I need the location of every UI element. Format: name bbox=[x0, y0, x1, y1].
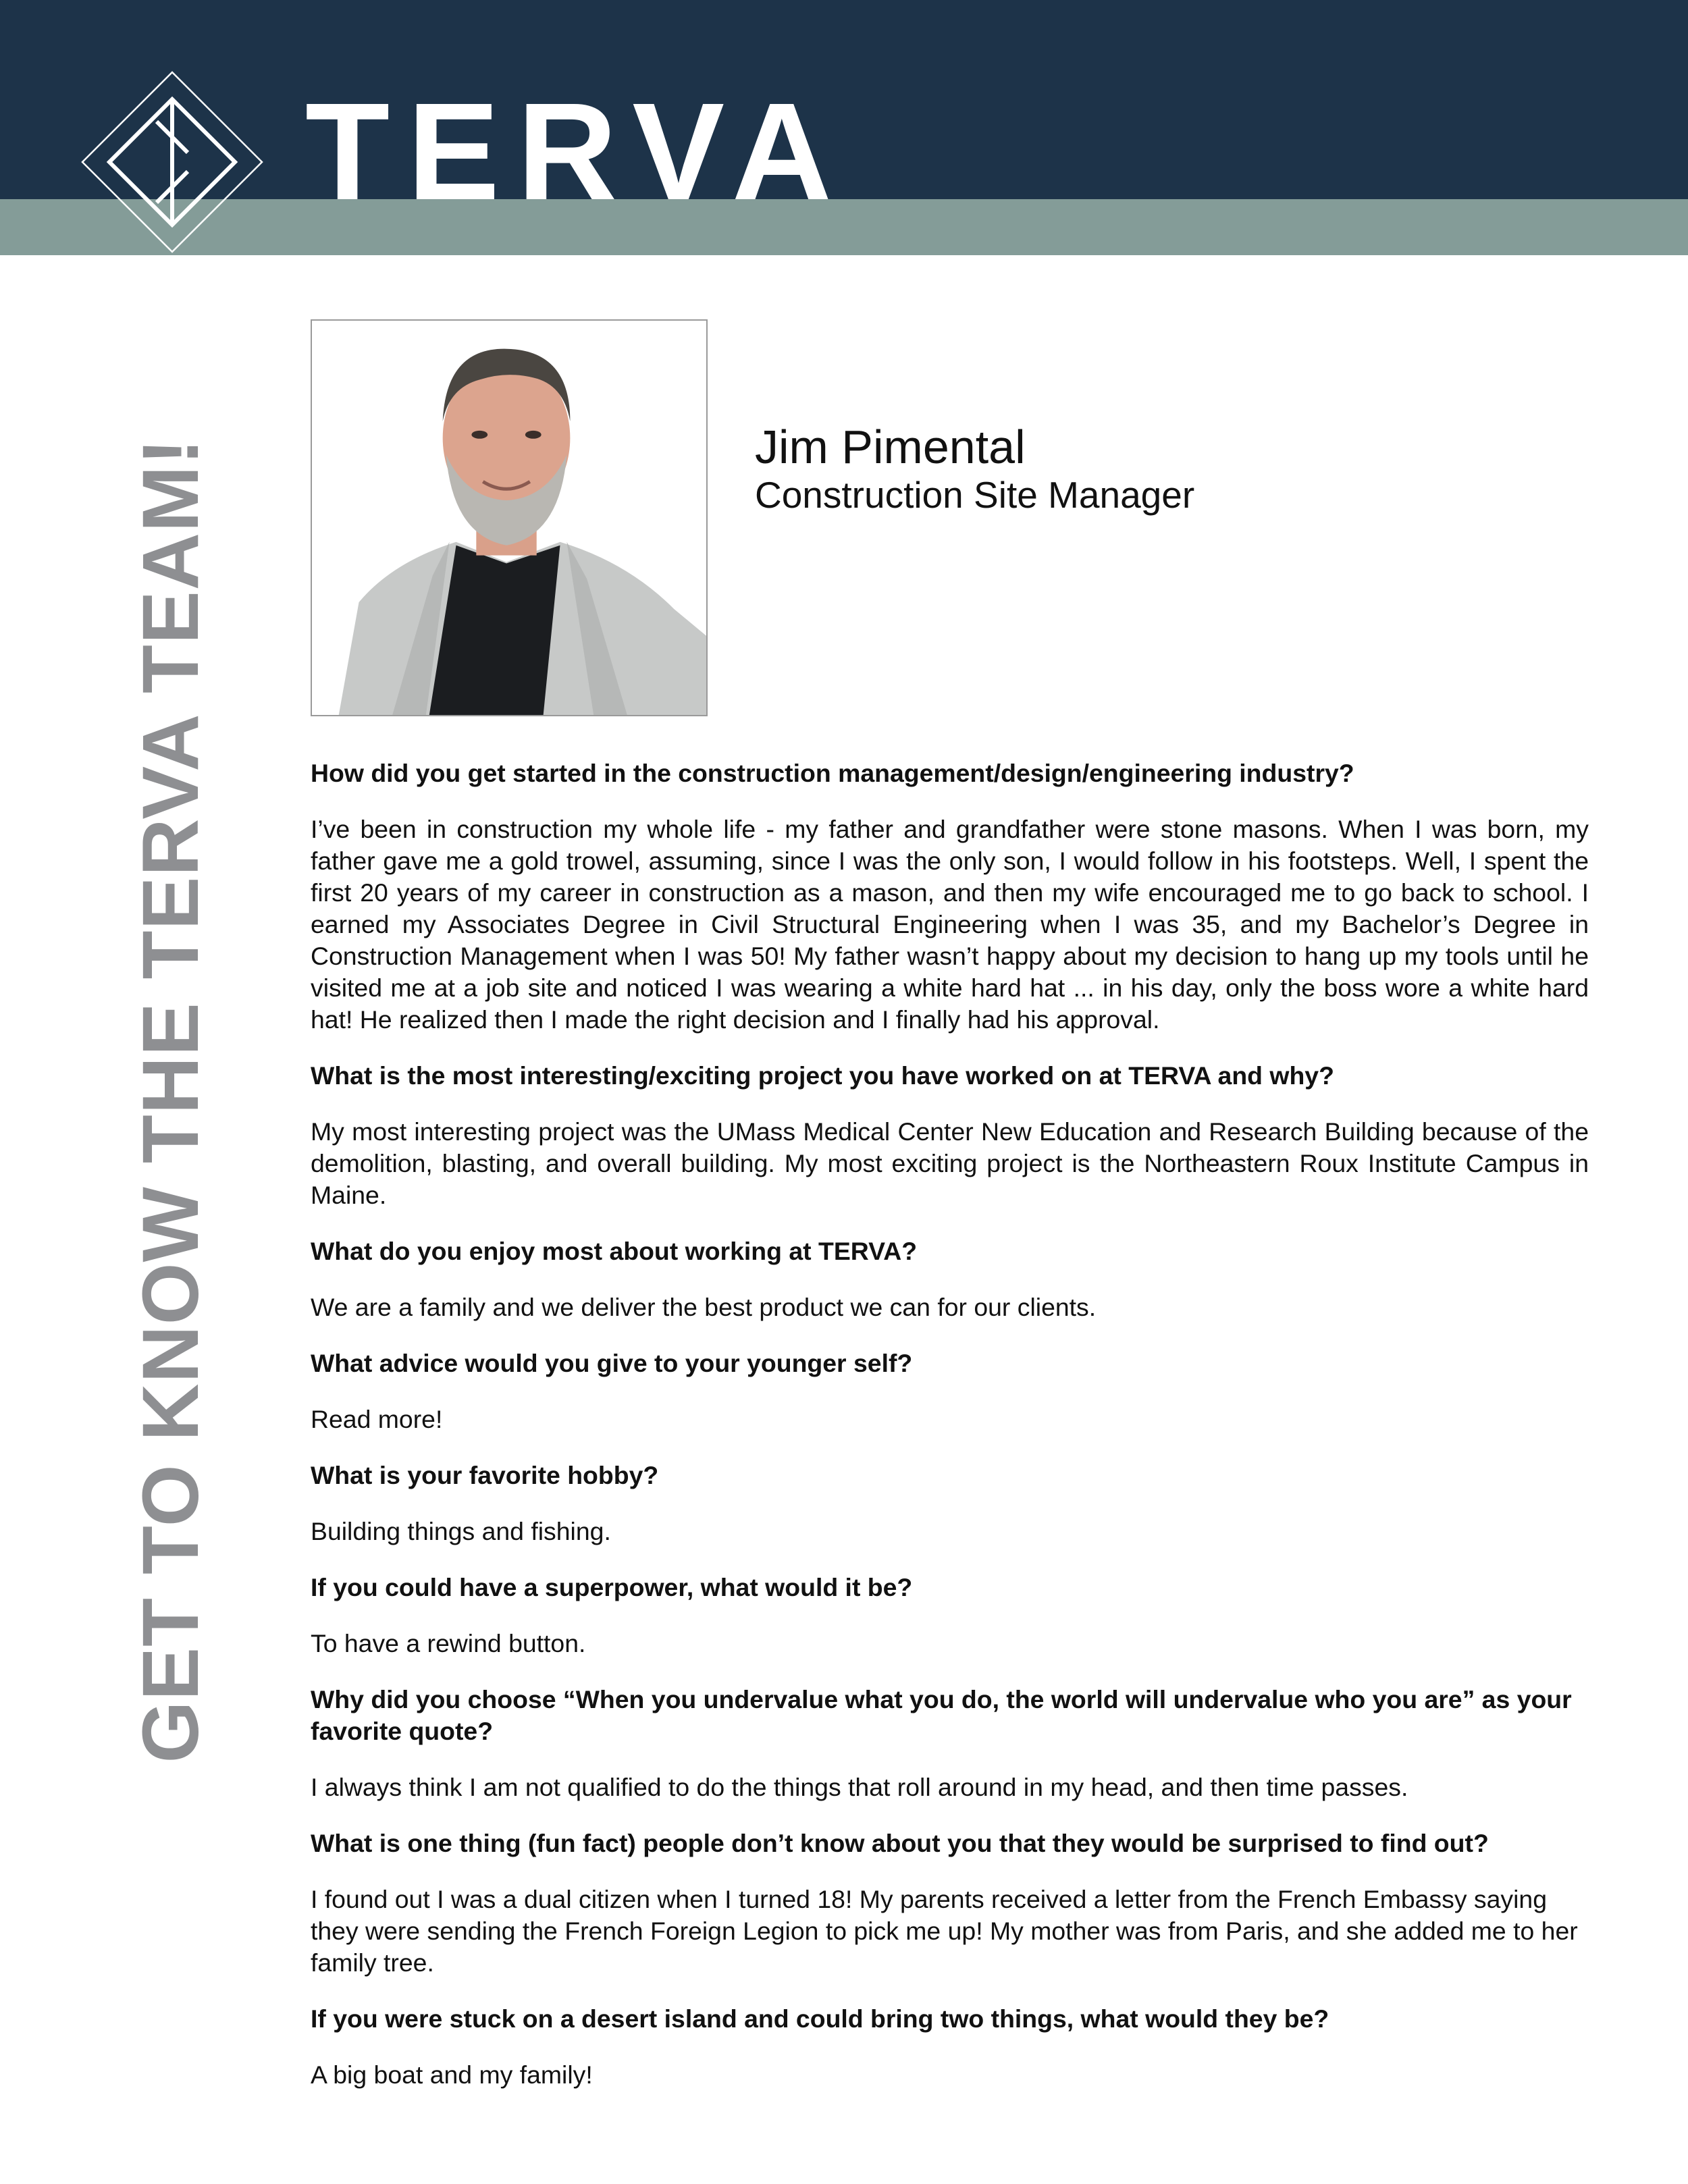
answer-6: To have a rewind button. bbox=[311, 1629, 586, 1657]
answer-3: We are a family and we deliver the best product we can for our clients. bbox=[311, 1293, 1097, 1321]
answer-7: I always think I am not qualified to do the things that roll around in my head, and then time passes. bbox=[311, 1773, 1408, 1801]
answer-4: Read more! bbox=[311, 1405, 443, 1433]
answer-8: I found out I was a dual citizen when I turned 18! My parents received a letter from the French Embassy saying they were sending the French Foreign Legion to pick me up! My mother was from Paris, and she added me to her family tree. bbox=[311, 1885, 1578, 1977]
question-7: Why did you choose “When you undervalue what you do, the world will undervalue who you are” as your favorite quote? bbox=[311, 1685, 1572, 1745]
portrait-photo bbox=[311, 319, 708, 716]
question-3: What do you enjoy most about working at TERVA? bbox=[311, 1237, 918, 1265]
question-9: If you were stuck on a desert island and could bring two things, what would they be? bbox=[311, 2004, 1329, 2033]
side-title: GET TO KNOW THE TERVA TEAM! bbox=[126, 437, 215, 1763]
question-1: How did you get started in the construction management/design/engineering industry? bbox=[311, 759, 1354, 787]
profile-title: Construction Site Manager bbox=[755, 474, 1195, 516]
question-2: What is the most interesting/exciting project you have worked on at TERVA and why? bbox=[311, 1061, 1334, 1090]
answer-2: My most interesting project was the UMass Medical Center New Education and Research Building because of the demolition, blasting, and overall building. My most exciting project is the Northeastern Roux Institute Campus in Maine. bbox=[311, 1117, 1589, 1209]
profile-name: Jim Pimental bbox=[755, 421, 1026, 473]
diamond-monogram-icon bbox=[81, 71, 263, 253]
question-6: If you could have a superpower, what would it be? bbox=[311, 1573, 913, 1601]
question-5: What is your favorite hobby? bbox=[311, 1461, 659, 1489]
qa-section bbox=[311, 757, 1589, 2115]
question-4: What advice would you give to your younger self? bbox=[311, 1349, 913, 1377]
answer-1: I’ve been in construction my whole life - my father and grandfather were stone masons. When I was born, my father gave me a gold trowel, assuming, since I was the only son, I would follow in his footsteps. Well, I spent the first 20 years of my career in construction as a mason, and then my wife encouraged me to go back to school. I earned my Associates Degree in Civil Structural Engineering when I was 35, and my Bachelor’s Degree in Construction Management when I was 50! My father wasn’t happy about my decision to hang up my tools until he visited me at a job site and noticed I was wearing a white hard hat ... in his day, only the boss wore a white hard hat! He realized then I made the right decision and I finally had his approval. bbox=[311, 815, 1589, 1034]
answer-9: A big boat and my family! bbox=[311, 2060, 593, 2089]
question-8: What is one thing (fun fact) people don’t know about you that they would be surprised to find out? bbox=[311, 1829, 1489, 1857]
answer-5: Building things and fishing. bbox=[311, 1517, 611, 1545]
brand-wordmark: TERVA bbox=[305, 98, 849, 206]
